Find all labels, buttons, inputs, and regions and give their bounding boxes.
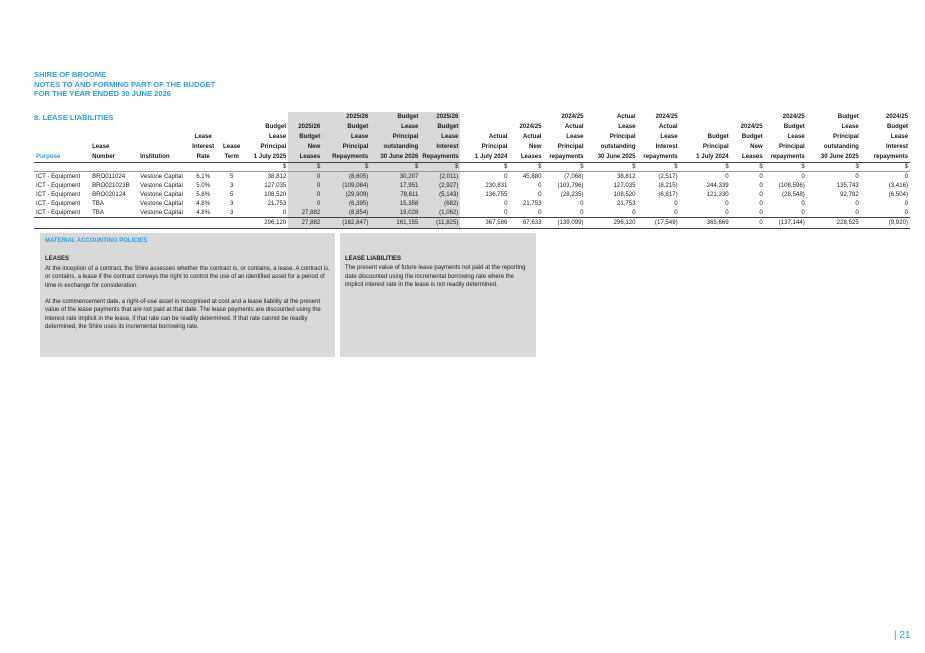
table-cell: (8,215) [658, 181, 678, 189]
table-cell: 136,755 [485, 190, 508, 198]
table-cell: 108,520 [613, 190, 636, 198]
column-header-l0-11 [509, 112, 543, 122]
table-row [34, 181, 910, 190]
table-cell: ICT - Equipment [36, 190, 81, 198]
column-header-l4-16: Leases [731, 152, 765, 163]
table-cell: 127,035 [264, 181, 287, 189]
table-cell: 0 [674, 199, 678, 207]
table-cell: 21,753 [267, 199, 287, 207]
column-header-l4-9: Repayments [420, 152, 460, 163]
leases-paragraph-1: At the inception of a contract, the Shire assesses whether the contract is, or contains, a lease. A contract is, or contains, a lease if the contract conveys the right to control the use of an identified asset for a period of time in exchange for consideration. [45, 265, 330, 289]
column-header-l1-13: Lease [618, 123, 636, 131]
table-header [34, 112, 910, 163]
table-cell: 0 [674, 208, 678, 216]
table-cell: 0 [725, 199, 729, 207]
column-header-l0-7: 2025/26 [322, 112, 370, 122]
leases-heading: LEASES [45, 256, 70, 263]
total-cell: 161,155 [370, 218, 420, 229]
column-header-l3-3: Interest [192, 143, 215, 151]
currency-cell: $ [420, 163, 460, 172]
table-cell: Vestone Capital [140, 199, 183, 207]
column-header-l3-10: Principal [481, 143, 508, 151]
table-cell: BRO011024 [92, 172, 126, 180]
column-header-l3-18: outstanding [823, 143, 859, 151]
table-cell: ICT - Equipment [36, 208, 81, 216]
currency-cell: $ [680, 163, 731, 172]
table-cell: Vestone Capital [140, 181, 183, 189]
table-cell: 3 [230, 199, 234, 207]
column-header-l1-9: Budget [420, 122, 460, 132]
column-header-l2-9: Lease [420, 132, 460, 142]
column-header-l3-15: Principal [702, 143, 729, 151]
column-header-l0-12: 2024/25 [561, 113, 584, 121]
column-header-l2-0 [34, 132, 90, 142]
total-cell: 228,525 [807, 218, 861, 229]
table-cell: Vestone Capital [140, 190, 183, 198]
table-cell: 5.0% [196, 181, 211, 189]
column-header-l4-11: Leases [509, 152, 543, 163]
column-header-l3-13: outstanding [600, 143, 636, 151]
column-header-l3-12: Principal [557, 143, 584, 151]
currency-cell: $ [807, 163, 861, 172]
column-header-l0-6 [288, 112, 322, 122]
column-header-l4-17: repayments [765, 152, 807, 163]
report-header [34, 70, 215, 99]
table-cell: 0 [725, 208, 729, 216]
total-cell: 67,633 [509, 218, 543, 229]
table-cell: (6,395) [322, 199, 370, 208]
column-header-l2-16: Budget [741, 133, 763, 141]
table-cell: 0 [904, 172, 908, 180]
table-cell: 0 [904, 208, 908, 216]
column-header-l3-1: Lease [92, 143, 110, 151]
table-cell: (682) [420, 199, 460, 208]
table-cell: (7,068) [564, 172, 584, 180]
table-cell: 0 [725, 172, 729, 180]
column-header-l4-2: Institution [138, 152, 188, 163]
column-header-l4-8: 30 June 2026 [370, 152, 420, 163]
column-header-l0-1 [90, 112, 138, 122]
column-header-l4-6: Leases [288, 152, 322, 163]
column-header-l0-9: 2025/26 [420, 112, 460, 122]
table-cell: 230,831 [485, 181, 508, 189]
lease-liabilities-heading: LEASE LIABILITIES [345, 256, 402, 262]
column-header-l3-4: Lease [223, 143, 241, 151]
column-header-l4-10: 1 July 2024 [460, 152, 509, 163]
table-cell: BRO020124 [92, 190, 126, 198]
table-cell: TBA [92, 199, 104, 207]
table-cell: 0 [855, 172, 859, 180]
table-cell: 0 [632, 208, 636, 216]
column-header-l0-18: Budget [837, 113, 859, 121]
column-header-l2-13: Principal [609, 133, 636, 141]
total-cell: (17,549) [638, 218, 680, 229]
section-title: 8. LEASE LIABILITIES [34, 113, 114, 122]
table-cell: Vestone Capital [140, 208, 183, 216]
table-cell: 0 [580, 208, 584, 216]
table-cell: (6,504) [888, 190, 908, 198]
table-cell: (2,011) [420, 172, 460, 182]
table-cell: 0 [759, 172, 763, 180]
table-row [34, 208, 910, 218]
column-header-l3-11: New [528, 143, 542, 151]
table-cell: 0 [282, 208, 287, 216]
table-cell: 0 [801, 199, 805, 207]
column-header-l4-14: repayments [638, 152, 680, 163]
table-cell: 0 [504, 199, 508, 207]
table-cell: Vestone Capital [140, 172, 183, 180]
table-cell: TBA [92, 208, 104, 216]
column-header-l0-19: 2024/25 [885, 113, 908, 121]
table-cell: 27,882 [288, 208, 322, 218]
page-number: | 21 [894, 630, 911, 641]
table-cell: 244,339 [706, 181, 729, 189]
total-cell: (137,144) [765, 218, 807, 229]
column-header-l4-3: Rate [188, 152, 218, 163]
table-cell: 15,358 [370, 199, 420, 208]
column-header-l2-12: Lease [566, 133, 584, 141]
lease-liabilities-policy-box [340, 233, 536, 357]
table-cell: 5 [230, 172, 234, 180]
column-header-l4-15: 1 July 2024 [680, 152, 731, 163]
column-header-l3-0 [34, 142, 90, 152]
table-cell: 0 [288, 190, 322, 199]
column-header-l0-14: 2024/25 [655, 113, 678, 121]
total-spacer [188, 218, 218, 229]
currency-cell: $ [586, 163, 638, 172]
total-spacer [90, 218, 138, 229]
currency-cell: $ [543, 163, 585, 172]
column-header-l1-16: 2024/25 [740, 123, 763, 131]
column-header-l1-11: 2024/25 [519, 123, 542, 131]
column-header-l1-8: Lease [370, 122, 420, 132]
table-cell: ICT - Equipment [36, 199, 81, 207]
column-header-l2-10: Actual [488, 133, 508, 141]
header-line-2: NOTES TO AND FORMING PART OF THE BUDGET [34, 79, 216, 89]
totals-row [34, 218, 910, 229]
table-cell: 45,880 [522, 172, 542, 180]
column-header-l1-7: Budget [322, 122, 370, 132]
column-header-l4-18: 30 June 2025 [807, 152, 861, 163]
column-header-l1-15 [680, 122, 731, 132]
table-cell: 0 [759, 208, 763, 216]
table-cell: (8,854) [322, 208, 370, 218]
table-cell: 0 [759, 190, 763, 198]
column-header-l2-17: Lease [787, 133, 805, 141]
policies-title: MATERIAL ACCOUNTING POLICIES [45, 238, 148, 244]
column-header-l0-5 [245, 112, 288, 122]
table-cell: 5 [230, 190, 234, 198]
total-cell: (162,847) [322, 218, 370, 229]
column-header-l3-8: outstanding [370, 142, 420, 152]
column-header-l2-15: Budget [707, 133, 729, 141]
column-header-l0-16 [731, 112, 765, 122]
table-cell: 38,812 [616, 172, 636, 180]
table-cell: 21,753 [522, 199, 542, 207]
table-cell: 0 [538, 208, 542, 216]
column-header-l0-8: Budget [370, 112, 420, 122]
currency-cell: $ [638, 163, 680, 172]
column-header-l2-4 [218, 132, 245, 142]
column-header-l0-4 [218, 112, 245, 122]
currency-cell: $ [370, 163, 420, 172]
table-cell: (1,062) [420, 208, 460, 218]
column-header-l0-13: Actual [616, 113, 636, 121]
total-cell: 367,586 [460, 218, 509, 229]
table-cell: (108,596) [778, 181, 805, 189]
table-cell: 3 [230, 208, 234, 216]
column-header-l2-1 [90, 132, 138, 142]
column-header-l0-3 [188, 112, 218, 122]
column-header-l3-2 [138, 142, 188, 152]
currency-cell [138, 163, 188, 172]
column-header-l4-5: 1 July 2025 [245, 152, 288, 163]
table-body [34, 163, 910, 229]
column-header-l3-16: New [750, 143, 763, 151]
column-header-l2-6: Budget [288, 132, 322, 142]
currency-cell: $ [765, 163, 807, 172]
total-spacer [138, 218, 188, 229]
table-cell: (8,605) [322, 172, 370, 182]
currency-cell: $ [509, 163, 543, 172]
table-cell: 127,035 [613, 181, 636, 189]
table-cell: 6.1% [196, 172, 211, 180]
column-header-l1-17: Budget [783, 123, 805, 131]
total-cell: 365,669 [680, 218, 731, 229]
column-header-l4-1: Number [90, 152, 138, 163]
column-header-l4-7: Repayments [322, 152, 370, 163]
table-cell: 17,951 [370, 181, 420, 190]
column-header-l3-9: Interest [420, 142, 460, 152]
table-cell: 38,812 [267, 172, 287, 180]
table-cell: (109,084) [322, 181, 370, 190]
total-spacer [34, 218, 90, 229]
column-header-l0-2 [138, 112, 188, 122]
table-cell: 0 [580, 199, 584, 207]
column-header-l1-10 [460, 122, 509, 132]
column-header-l3-19: Interest [885, 143, 908, 151]
table-cell: 4.8% [196, 199, 211, 207]
column-header-l1-19: Budget [887, 123, 908, 131]
currency-cell [188, 163, 218, 172]
table-cell: 0 [538, 190, 542, 198]
column-header-l2-14: Lease [660, 133, 678, 141]
column-header-l2-19: Lease [890, 133, 908, 141]
table-cell: ICT - Equipment [36, 181, 81, 189]
leases-paragraph-2: At the commencement date, a right-of-use asset is recognised at cost and a lease liability at the present value of the lease payments that are not paid at that date. The lease payments are discounted using the interest rate implicit in the lease, if that rate can be readily determined. If that rate cannot be readily determined, the Shire uses its incremental borrowing rate. [45, 299, 321, 331]
table-cell: 4.8% [196, 208, 211, 216]
column-header-l3-17: Principal [779, 143, 805, 151]
total-spacer [218, 218, 245, 229]
column-header-l3-14: Interest [655, 143, 678, 151]
table-row [34, 190, 910, 199]
total-cell: (11,825) [420, 218, 460, 229]
table-cell: 5.8% [196, 190, 211, 198]
table-row [34, 172, 910, 182]
table-cell: (28,548) [782, 190, 805, 198]
column-header-l2-11: Actual [522, 133, 542, 141]
table-cell: 0 [801, 208, 805, 216]
table-cell: (29,909) [322, 190, 370, 199]
currency-cell: $ [245, 163, 288, 172]
column-header-l1-1 [90, 122, 138, 132]
column-header-l2-3: Lease [194, 133, 212, 141]
column-header-l3-7: Principal [322, 142, 370, 152]
table-cell: (2,517) [658, 172, 678, 180]
column-header-l0-10 [460, 112, 509, 122]
column-header-l1-14: Actual [659, 123, 678, 131]
currency-cell: $ [861, 163, 910, 172]
column-header-l3-5: Principal [260, 143, 287, 151]
column-header-l3-6: New [288, 142, 322, 152]
total-cell: 27,882 [288, 218, 322, 229]
table-cell: 0 [288, 181, 322, 190]
table-cell: (2,927) [420, 181, 460, 190]
table-cell: 0 [759, 181, 763, 189]
table-cell: 19,028 [370, 208, 420, 218]
table-cell: BRO021023B [92, 181, 130, 189]
table-cell: (6,817) [658, 190, 678, 198]
table-cell: ICT - Equipment [36, 172, 81, 180]
column-header-l1-0 [34, 122, 90, 132]
table-cell: 21,753 [616, 199, 636, 207]
column-header-l4-13: 30 June 2025 [586, 152, 638, 163]
column-header-l1-6: 2025/26 [288, 122, 322, 132]
table-cell: 0 [801, 172, 805, 180]
column-header-l0-17: 2024/25 [782, 113, 805, 121]
table-cell: 0 [288, 172, 322, 182]
column-header-l0-15 [680, 112, 731, 122]
column-header-l2-5: Lease [268, 133, 287, 141]
table-cell: (5,143) [420, 190, 460, 199]
currency-row [34, 163, 910, 172]
table-cell: 0 [288, 199, 322, 208]
column-header-l1-12: Actual [564, 123, 584, 131]
column-header-l2-2 [138, 132, 188, 142]
table-cell: 108,520 [264, 190, 287, 198]
table-cell: 0 [904, 199, 908, 207]
header-line-3: FOR THE YEAR ENDED 30 JUNE 2026 [34, 89, 172, 98]
column-header-l1-3 [188, 122, 218, 132]
column-header-l1-2 [138, 122, 188, 132]
table-cell: 135,743 [836, 181, 859, 189]
table-cell: 0 [855, 199, 859, 207]
table-cell: 0 [759, 199, 763, 207]
currency-cell: $ [288, 163, 322, 172]
total-cell: (9,920) [861, 218, 910, 229]
header-line-1: SHIRE OF BROOME [34, 70, 107, 79]
column-header-l2-8: Principal [370, 132, 420, 142]
lease-liabilities-paragraph: The present value of future lease payments not paid at the reporting date discounted using the incremental borrowing rate where the implicit interest rate in the lease is not readily determined. [345, 265, 526, 289]
currency-cell [218, 163, 245, 172]
table-cell: 92,782 [840, 190, 859, 198]
table-cell: (3,416) [888, 181, 908, 189]
column-header-l1-18: Lease [841, 123, 859, 131]
total-cell: 0 [731, 218, 765, 229]
total-cell: (139,099) [543, 218, 585, 229]
table-cell: (28,235) [560, 190, 584, 198]
column-header-l0-0 [34, 112, 90, 122]
table-cell: 121,330 [706, 190, 729, 198]
column-header-l4-12: repayments [543, 152, 585, 163]
column-header-l1-5: Budget [265, 123, 287, 131]
table-cell: 30,207 [370, 172, 420, 182]
table-cell: 3 [230, 181, 234, 189]
currency-cell: $ [731, 163, 765, 172]
table-cell: 0 [538, 181, 542, 189]
column-header-l4-4: Term [218, 152, 245, 163]
column-header-l2-7: Lease [322, 132, 370, 142]
currency-cell: $ [322, 163, 370, 172]
total-cell: 296,120 [586, 218, 638, 229]
column-header-l4-0: Purpose [34, 152, 90, 163]
table-cell: 0 [855, 208, 859, 216]
material-accounting-policies-box [40, 233, 335, 357]
column-header-l1-4 [218, 122, 245, 132]
total-cell: 296,120 [245, 218, 288, 229]
table-cell: 0 [504, 208, 508, 216]
currency-cell [90, 163, 138, 172]
table-cell: (103,796) [557, 181, 584, 189]
table-row [34, 199, 910, 208]
lease-liabilities-table [34, 112, 910, 229]
table-cell: 0 [504, 172, 508, 180]
column-header-l2-18: Principal [833, 133, 859, 141]
table-cell: 78,611 [370, 190, 420, 199]
currency-cell: $ [460, 163, 509, 172]
column-header-l4-19: repayments [861, 152, 910, 163]
currency-cell [34, 163, 90, 172]
